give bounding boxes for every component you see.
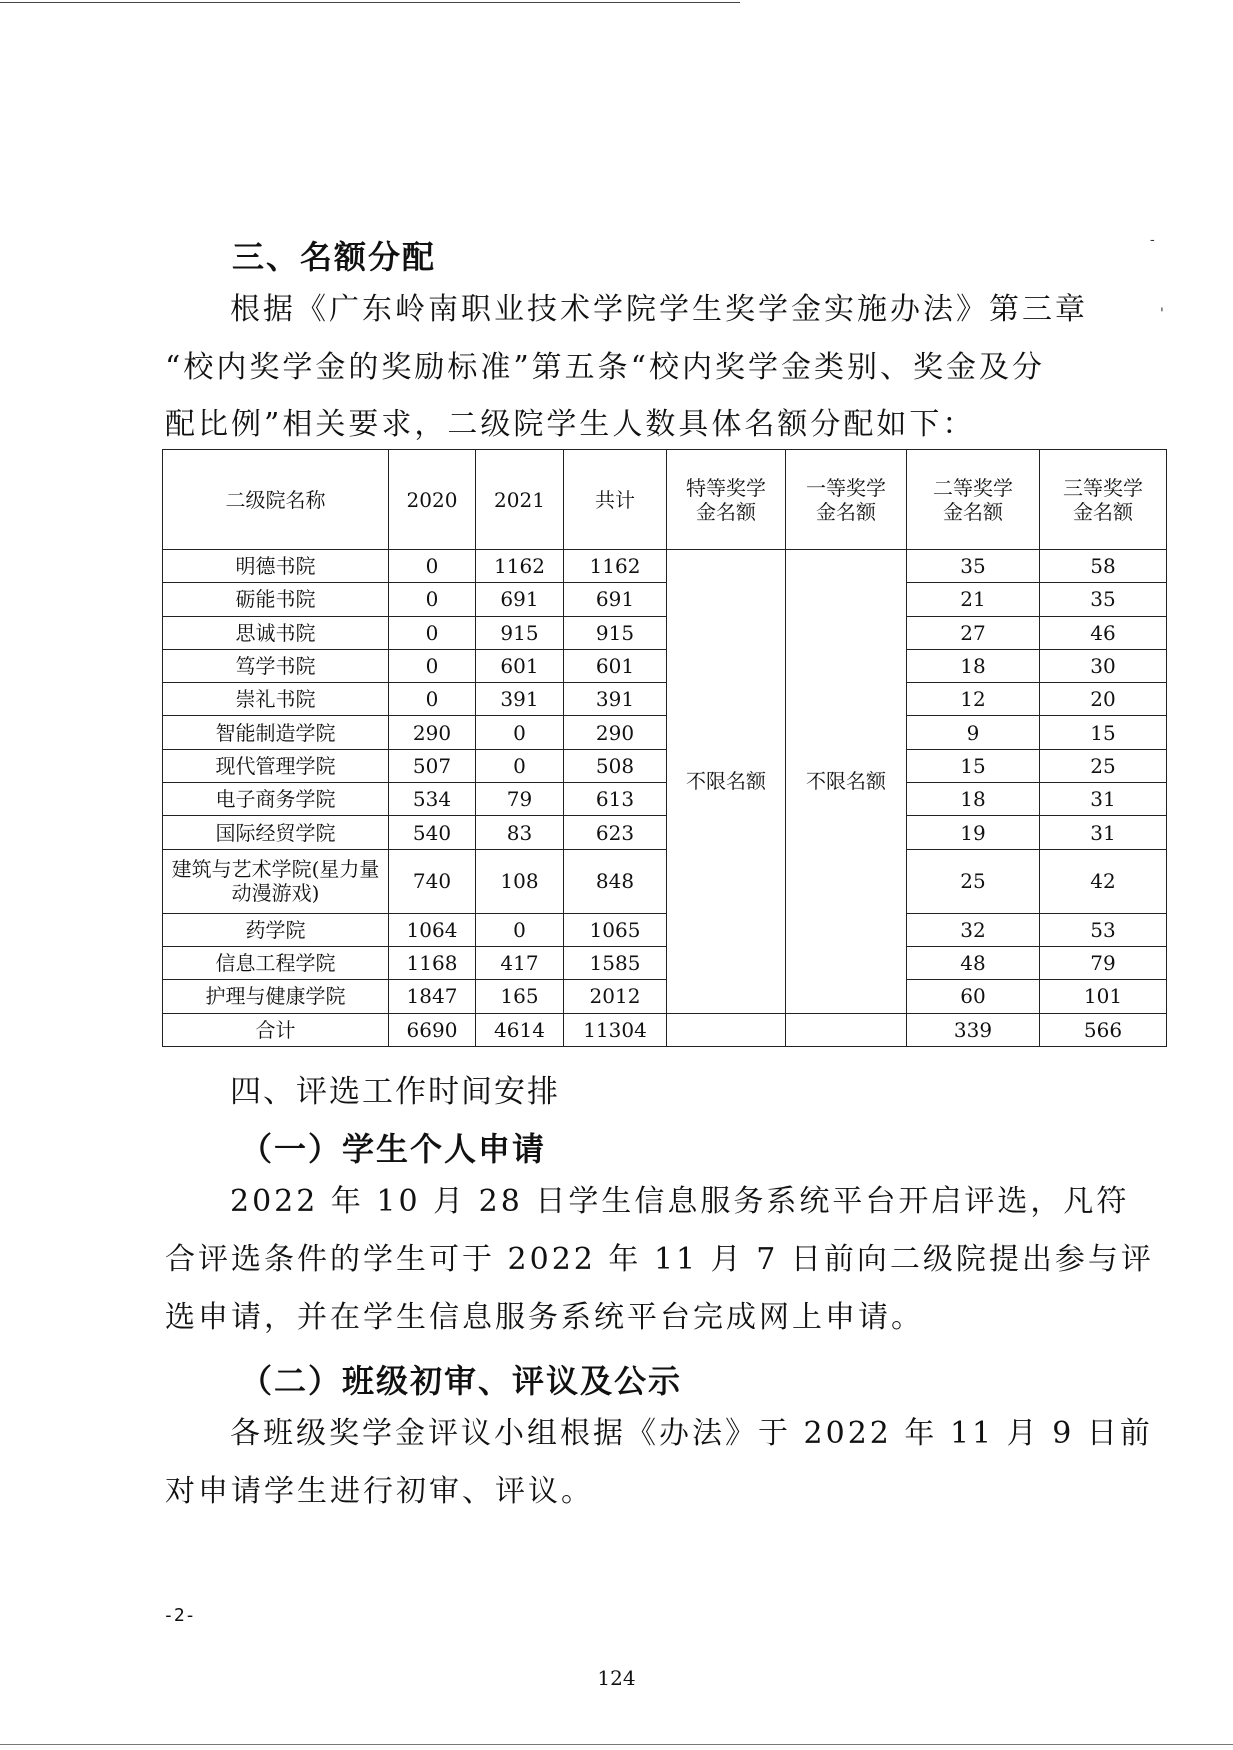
paragraph-line: “校内奖学金的奖励标准”第五条“校内奖学金类别、奖金及分: [165, 350, 1046, 385]
count-2020-cell: 1168: [389, 946, 476, 979]
count-2020-cell: 0: [389, 649, 476, 682]
third-quota-cell: 31: [1040, 783, 1167, 816]
column-header-name: 二级院名称: [163, 450, 389, 550]
third-quota-cell: 20: [1040, 683, 1167, 716]
total-cell: 613: [564, 783, 667, 816]
second-quota-cell: 21: [907, 583, 1040, 616]
total-special-cell: [667, 1013, 786, 1046]
college-name-cell: 智能制造学院: [163, 716, 389, 749]
table-row: [163, 649, 1167, 682]
college-name-cell: 砺能书院: [163, 583, 389, 616]
count-2021-cell: 0: [476, 749, 564, 782]
column-header-second: 二等奖学金名额: [907, 450, 1040, 550]
second-quota-cell: 12: [907, 683, 1040, 716]
total-cell: 1585: [564, 946, 667, 979]
total-third-cell: 566: [1040, 1013, 1167, 1046]
table-row: [163, 946, 1167, 979]
column-header-special: 特等奖学金名额: [667, 450, 786, 550]
first-quota-cell: 不限名额: [786, 550, 907, 1014]
page-mark: -2-: [163, 1605, 196, 1626]
scan-edge-line: [0, 1744, 1233, 1745]
count-2020-cell: 740: [389, 849, 476, 913]
column-header-2020: 2020: [389, 450, 476, 550]
count-2020-cell: 1847: [389, 980, 476, 1013]
college-name-cell: 思诚书院: [163, 616, 389, 649]
second-quota-cell: 60: [907, 980, 1040, 1013]
third-quota-cell: 53: [1040, 913, 1167, 946]
table-row: [163, 849, 1167, 913]
special-quota-cell: 不限名额: [667, 550, 786, 1014]
college-name-cell: 建筑与艺术学院(星力量动漫游戏): [163, 849, 389, 913]
total-first-cell: [786, 1013, 907, 1046]
table-row: [163, 749, 1167, 782]
paragraph-line: 配比例”相关要求，二级院学生人数具体名额分配如下：: [165, 407, 976, 442]
count-2021-cell: 79: [476, 783, 564, 816]
second-quota-cell: 18: [907, 783, 1040, 816]
total-cell: 691: [564, 583, 667, 616]
third-quota-cell: 42: [1040, 849, 1167, 913]
count-2021-cell: 0: [476, 716, 564, 749]
total-cell: 601: [564, 649, 667, 682]
subsection-heading: （二）班级初审、评议及公示: [240, 1362, 683, 1400]
total-label-cell: 合计: [163, 1013, 389, 1046]
total-cell: 848: [564, 849, 667, 913]
count-2020-cell: 290: [389, 716, 476, 749]
third-quota-cell: 58: [1040, 550, 1167, 583]
paragraph-line: 2022 年 10 月 28 日学生信息服务系统平台开启评选，凡符: [230, 1184, 1130, 1219]
total-cell: 1162: [564, 550, 667, 583]
section-heading: 四、评选工作时间安排: [230, 1074, 560, 1110]
table-row: [163, 716, 1167, 749]
college-name-cell: 护理与健康学院: [163, 980, 389, 1013]
page-number: 124: [597, 1666, 636, 1690]
count-2021-cell: 391: [476, 683, 564, 716]
table-row: [163, 550, 1167, 583]
third-quota-cell: 35: [1040, 583, 1167, 616]
college-name-cell: 信息工程学院: [163, 946, 389, 979]
paragraph-line: 合评选条件的学生可于 2022 年 11 月 7 日前向二级院提出参与评: [165, 1242, 1154, 1277]
table-total-row: [163, 1013, 1167, 1046]
table-body: [163, 550, 1167, 1047]
total-2021-cell: 4614: [476, 1013, 564, 1046]
count-2021-cell: 601: [476, 649, 564, 682]
count-2021-cell: 108: [476, 849, 564, 913]
section-heading: 三、名额分配: [232, 238, 437, 276]
second-quota-cell: 9: [907, 716, 1040, 749]
table-header-row: [163, 450, 1167, 550]
second-quota-cell: 25: [907, 849, 1040, 913]
second-quota-cell: 18: [907, 649, 1040, 682]
table-row: [163, 783, 1167, 816]
total-cell: 623: [564, 816, 667, 849]
total-cell: 508: [564, 749, 667, 782]
total-cell: 391: [564, 683, 667, 716]
table-row: [163, 913, 1167, 946]
count-2021-cell: 0: [476, 913, 564, 946]
second-quota-cell: 48: [907, 946, 1040, 979]
college-name-cell: 药学院: [163, 913, 389, 946]
count-2020-cell: 507: [389, 749, 476, 782]
college-name-cell: 明德书院: [163, 550, 389, 583]
table-row: [163, 980, 1167, 1013]
college-name-cell: 电子商务学院: [163, 783, 389, 816]
total-cell: 1065: [564, 913, 667, 946]
scan-speck: ': [1160, 306, 1164, 322]
third-quota-cell: 15: [1040, 716, 1167, 749]
table-row: [163, 616, 1167, 649]
second-quota-cell: 35: [907, 550, 1040, 583]
second-quota-cell: 27: [907, 616, 1040, 649]
paragraph-line: 各班级奖学金评议小组根据《办法》于 2022 年 11 月 9 日前: [230, 1416, 1153, 1451]
count-2020-cell: 0: [389, 616, 476, 649]
total-2020-cell: 6690: [389, 1013, 476, 1046]
third-quota-cell: 25: [1040, 749, 1167, 782]
column-header-2021: 2021: [476, 450, 564, 550]
count-2021-cell: 165: [476, 980, 564, 1013]
quota-table: [162, 449, 1167, 1047]
college-name-cell: 国际经贸学院: [163, 816, 389, 849]
count-2020-cell: 540: [389, 816, 476, 849]
second-quota-cell: 15: [907, 749, 1040, 782]
column-header-total: 共计: [564, 450, 667, 550]
column-header-third: 三等奖学金名额: [1040, 450, 1167, 550]
third-quota-cell: 101: [1040, 980, 1167, 1013]
college-name-cell: 崇礼书院: [163, 683, 389, 716]
count-2021-cell: 1162: [476, 550, 564, 583]
second-quota-cell: 32: [907, 913, 1040, 946]
scan-edge-line: [0, 2, 740, 3]
scan-speck: -: [1150, 232, 1155, 248]
paragraph-line: 选申请，并在学生信息服务系统平台完成网上申请。: [165, 1300, 924, 1335]
paragraph-line: 对申请学生进行初审、评议。: [165, 1474, 594, 1509]
table-row: [163, 683, 1167, 716]
count-2020-cell: 534: [389, 783, 476, 816]
grand-total-cell: 11304: [564, 1013, 667, 1046]
subsection-heading: （一）学生个人申请: [240, 1130, 547, 1168]
count-2020-cell: 0: [389, 583, 476, 616]
count-2021-cell: 83: [476, 816, 564, 849]
table-row: [163, 583, 1167, 616]
count-2021-cell: 915: [476, 616, 564, 649]
third-quota-cell: 31: [1040, 816, 1167, 849]
college-name-cell: 现代管理学院: [163, 749, 389, 782]
total-second-cell: 339: [907, 1013, 1040, 1046]
total-cell: 2012: [564, 980, 667, 1013]
second-quota-cell: 19: [907, 816, 1040, 849]
count-2020-cell: 0: [389, 683, 476, 716]
total-cell: 915: [564, 616, 667, 649]
college-name-cell: 笃学书院: [163, 649, 389, 682]
total-cell: 290: [564, 716, 667, 749]
table-row: [163, 816, 1167, 849]
column-header-first: 一等奖学金名额: [786, 450, 907, 550]
count-2021-cell: 691: [476, 583, 564, 616]
count-2020-cell: 1064: [389, 913, 476, 946]
third-quota-cell: 46: [1040, 616, 1167, 649]
third-quota-cell: 79: [1040, 946, 1167, 979]
paragraph-line: 根据《广东岭南职业技术学院学生奖学金实施办法》第三章: [230, 292, 1088, 327]
count-2021-cell: 417: [476, 946, 564, 979]
count-2020-cell: 0: [389, 550, 476, 583]
third-quota-cell: 30: [1040, 649, 1167, 682]
